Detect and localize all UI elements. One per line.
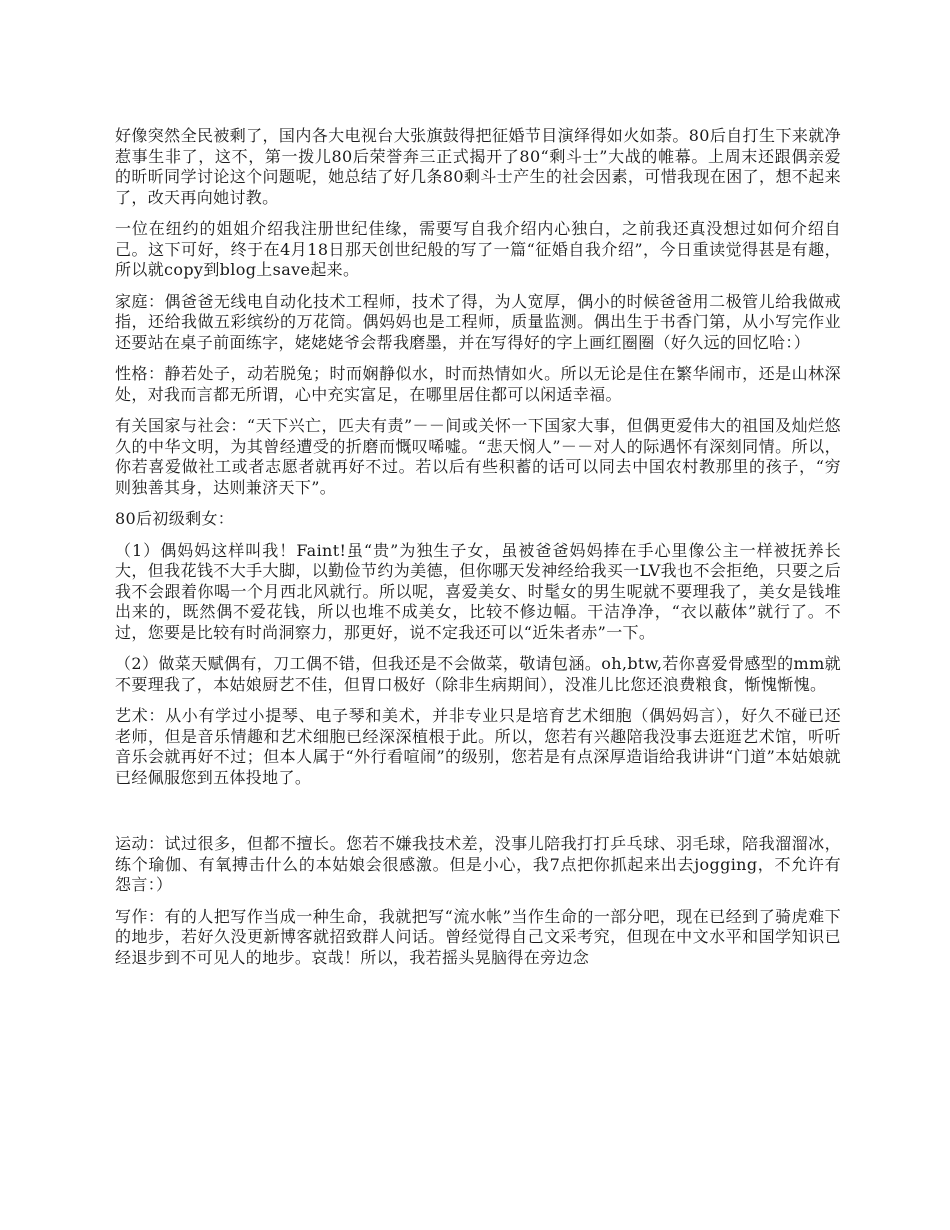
document-body: [115, 126, 841, 979]
paragraph-item-2: （2）做菜天赋偶有，刀工偶不错，但我还是不会做菜，敬请包涵。oh,btw,若你喜爱骨感型的mm就不要理我了，本姑娘厨艺不佳，但胃口极好（除非生病期间），没准儿比您还浪费粮食，惭愧惭愧。: [115, 654, 841, 694]
paragraph-intro: 好像突然全民被剩了，国内各大电视台大张旗鼓得把征婚节目演绎得如火如荼。80后自打生下来就净惹事生非了，这不，第一拨儿80后荣誉奔三正式揭开了80“剩斗士”大战的帷幕。上周末还跟偶亲爱的昕昕同学讨论这个问题呢，她总结了好几条80剩斗士产生的社会因素，可惜我现在困了，想不起来了，改天再向她讨教。: [115, 126, 841, 207]
paragraph-writing: 写作：有的人把写作当成一种生命，我就把写“流水帐”当作生命的一部分吧，现在已经到了骑虎难下的地步，若好久没更新博客就招致群人问话。曾经觉得自己文采考究，但现在中文水平和国学知识已经退步到不可见人的地步。哀哉！所以，我若摇头晃脑得在旁边念: [115, 906, 841, 967]
paragraph-sports: 运动：试过很多，但都不擅长。您若不嫌我技术差，没事儿陪我打打乒乓球、羽毛球，陪我溜溜冰，练个瑜伽、有氧搏击什么的本姑娘会很感激。但是小心，我7点把你抓起来出去jogging，不允许有怨言：）: [115, 834, 841, 894]
paragraph-background: 一位在纽约的姐姐介绍我注册世纪佳缘，需要写自我介绍内心独白，之前我还真没想过如何介绍自己。这下可好，终于在4月18日那天创世纪般的写了一篇“征婚自我介绍”，今日重读觉得甚是有趣，所以就copy到blog上save起来。: [115, 219, 841, 279]
paragraph-item-1: （1）偶妈妈这样叫我！Faint!虽“贵”为独生子女，虽被爸爸妈妈捧在手心里像公主一样被抚养长大，但我花钱不大手大脚，以勤俭节约为美德，但你哪天发神经给我买一LV我也不会拒绝，只要之后我不会跟着你喝一个月西北风就行。所以呢，喜爱美女、时髦女的男生呢就不要理我了，美女是钱堆出来的，既然偶不爱花钱，所以也堆不成美女，比较不修边幅。干洁净净，“衣以蔽体”就行了。不过，您要是比较有时尚洞察力，那更好，说不定我还可以“近朱者赤”一下。: [115, 540, 841, 642]
paragraph-art: 艺术：从小有学过小提琴、电子琴和美术，并非专业只是培育艺术细胞（偶妈妈言），好久不碰已还老师，但是音乐情趣和艺术细胞已经深深植根于此。所以，您若有兴趣陪我没事去逛逛艺术馆，听听音乐会就再好不过；但本人属于“外行看喧闹”的级别，您若是有点深厚造诣给我讲讲“门道”本姑娘就已经佩服您到五体投地了。: [115, 706, 841, 787]
paragraph-section-heading: 80后初级剩女：: [115, 509, 235, 528]
paragraph-society: 有关国家与社会：“天下兴亡，匹夫有责”－－间或关怀一下国家大事，但偶更爱伟大的祖国及灿烂悠久的中华文明，为其曾经遭受的折磨而慨叹唏嘘。“悲天悯人”－－对人的际遇怀有深刻同情。所以，你若喜爱做社工或者志愿者就再好不过。若以后有些积蓄的话可以同去中国农村教那里的孩子，“穷则独善其身，达则兼济天下”。: [115, 416, 841, 497]
paragraph-personality: 性格：静若处子，动若脱兔；时而娴静似水，时而热情如火。所以无论是住在繁华闹市，还是山林深处，对我而言都无所谓，心中充实富足，在哪里居住都可以闲适幸福。: [115, 364, 841, 404]
paragraph-family: 家庭：偶爸爸无线电自动化技术工程师，技术了得，为人宽厚，偶小的时候爸爸用二极管儿给我做戒指，还给我做五彩缤纷的万花筒。偶妈妈也是工程师，质量监测。偶出生于书香门第，从小写完作业还要站在桌子前面练字，姥姥姥爷会帮我磨墨，并在写得好的字上画红圈圈（好久远的回忆哈：）: [115, 291, 841, 352]
